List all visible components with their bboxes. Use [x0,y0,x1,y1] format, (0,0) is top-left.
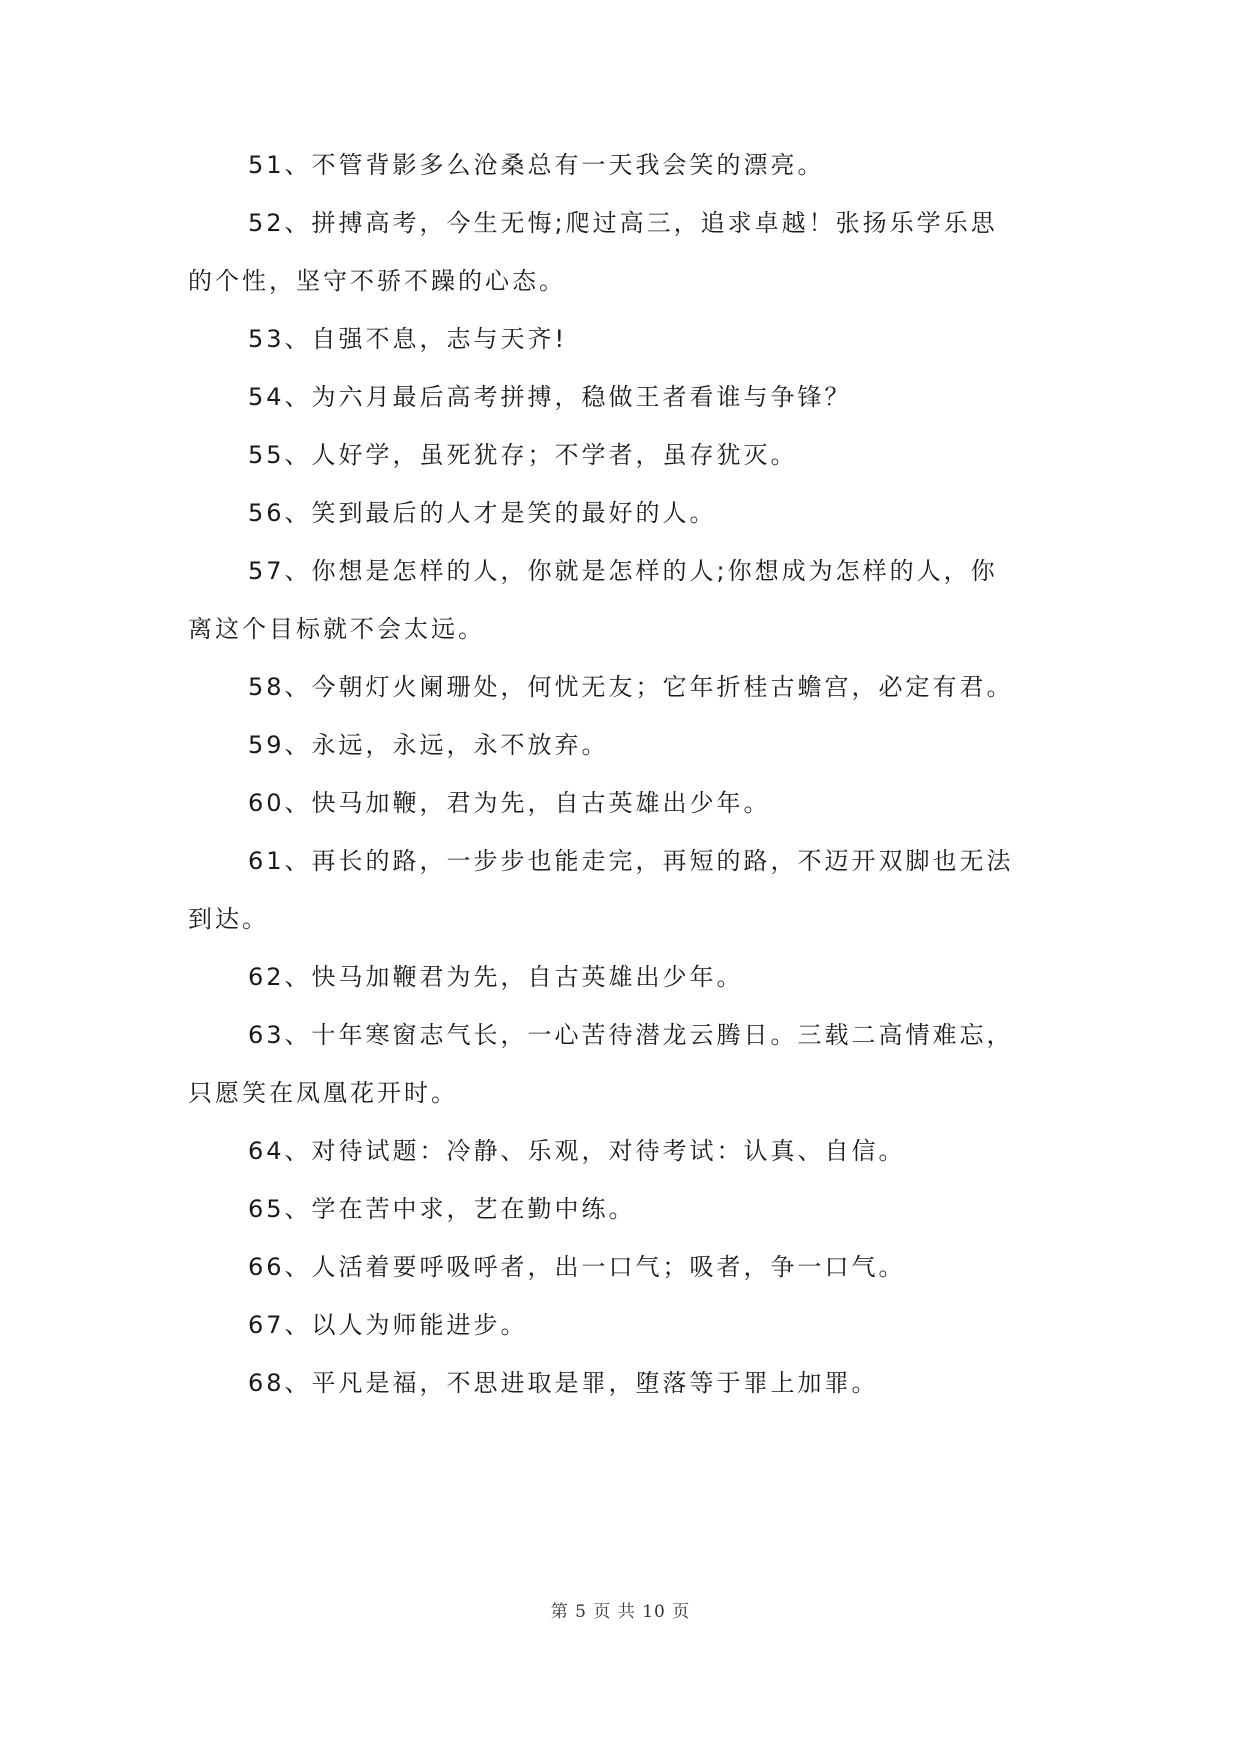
list-item: 63、十年寒窗志气长，一心苦待潜龙云腾日。三载二高情难忘， [248,1021,1014,1049]
page-number-footer: 第 5 页 共 10 页 [550,1602,691,1622]
list-item: 66、人活着要呼吸呼者，出一口气；吸者，争一口气。 [248,1253,906,1281]
list-item: 67、以人为师能进步。 [248,1311,528,1339]
list-item: 56、笑到最后的人才是笑的最好的人。 [248,499,717,527]
list-item: 58、今朝灯火阑珊处，何忧无友；它年折桂古蟾宫，必定有君。 [248,673,1014,701]
list-item-continuation: 到达。 [188,905,269,933]
list-item: 62、快马加鞭君为先，自古英雄出少年。 [248,963,744,991]
list-item: 60、快马加鞭，君为先，自古英雄出少年。 [248,789,771,817]
list-item-continuation: 离这个目标就不会太远。 [188,615,485,643]
list-item: 52、拼搏高考，今生无悔;爬过高三，追求卓越！张扬乐学乐思 [248,209,998,237]
list-item: 51、不管背影多么沧桑总有一天我会笑的漂亮。 [248,151,825,179]
list-item: 59、永远，永远，永不放弃。 [248,731,609,759]
list-item-continuation: 的个性，坚守不骄不躁的心态。 [188,267,566,295]
list-item: 68、平凡是福，不思进取是罪，堕落等于罪上加罪。 [248,1369,879,1397]
list-item: 55、人好学，虽死犹存；不学者，虽存犹灭。 [248,441,798,469]
list-item: 65、学在苦中求，艺在勤中练。 [248,1195,636,1223]
list-item: 57、你想是怎样的人，你就是怎样的人;你想成为怎样的人，你 [248,557,998,585]
list-item: 54、为六月最后高考拼搏，稳做王者看谁与争锋？ [248,383,852,411]
list-item: 61、再长的路，一步步也能走完，再短的路，不迈开双脚也无法 [248,847,1014,875]
list-item: 64、对待试题：冷静、乐观，对待考试：认真、自信。 [248,1137,906,1165]
list-item: 53、自强不息，志与天齐! [248,325,568,353]
list-item-continuation: 只愿笑在凤凰花开时。 [188,1079,458,1107]
